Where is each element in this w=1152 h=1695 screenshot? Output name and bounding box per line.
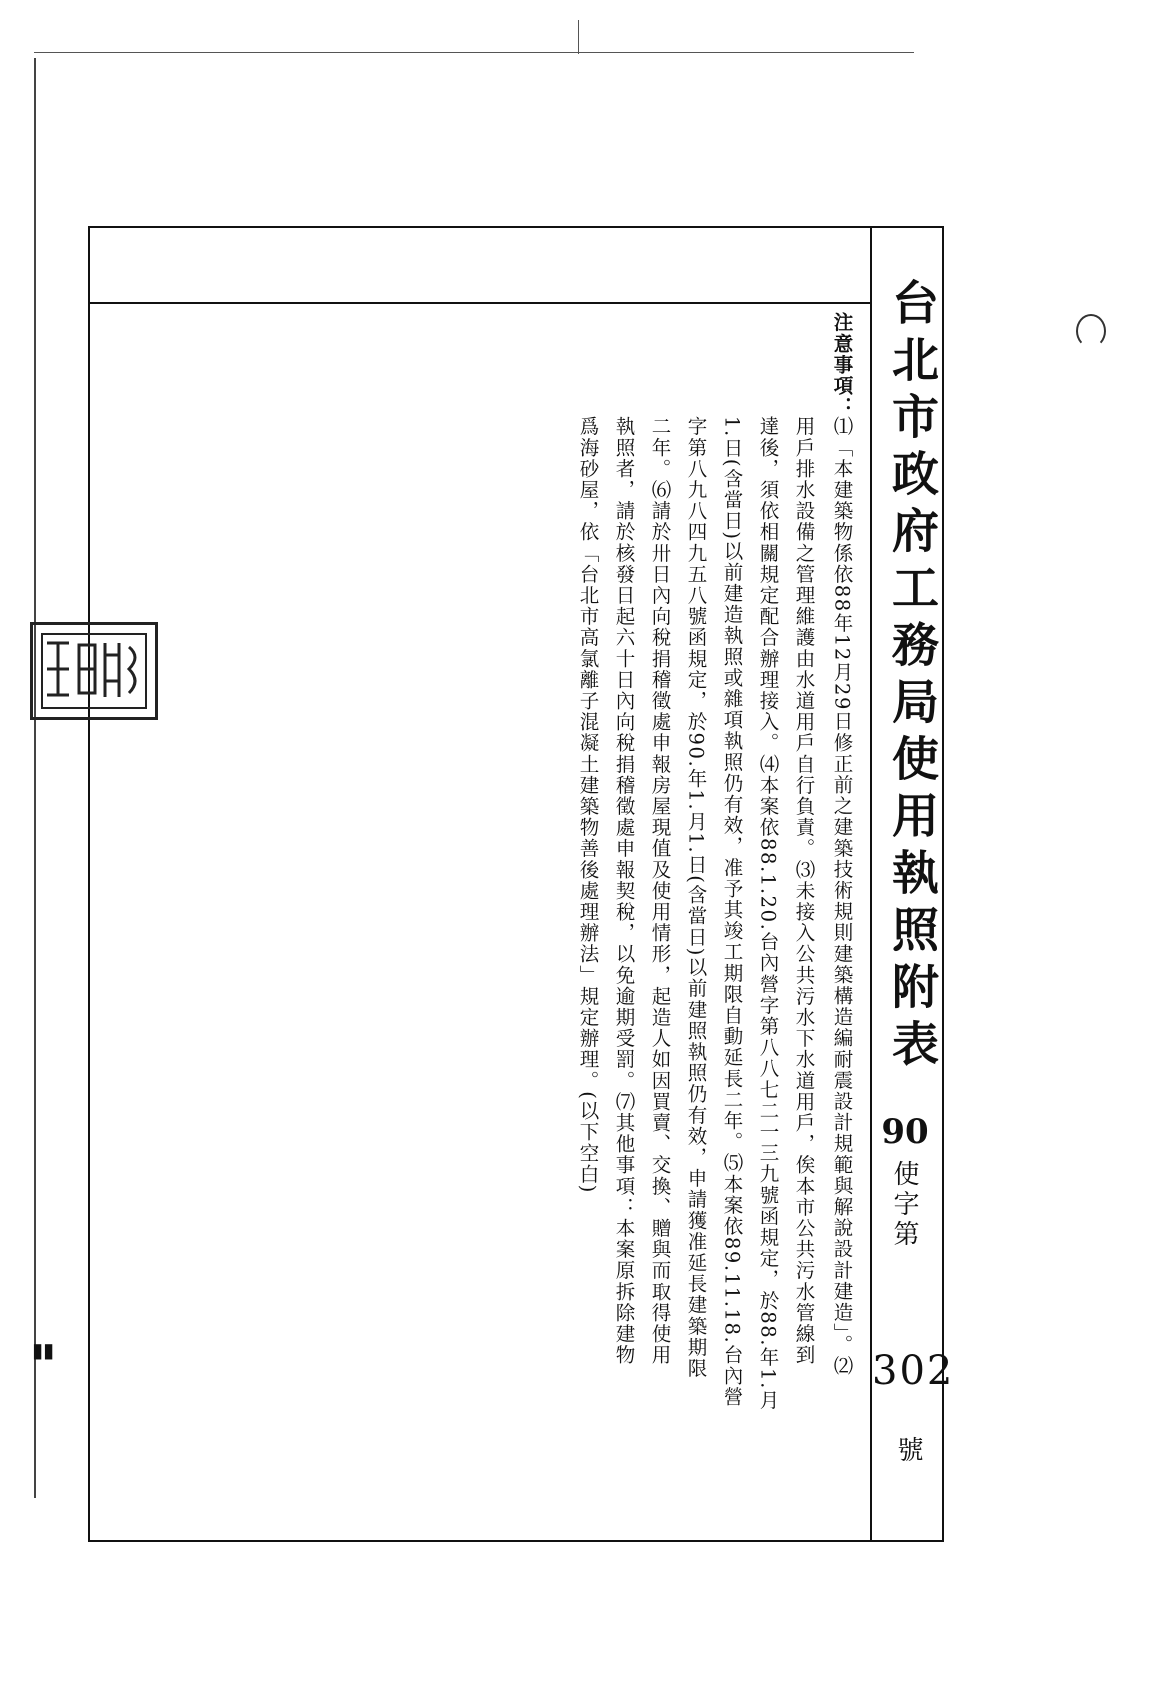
note-column-4: 1.日(含當日)以前建造執照或雜項執照仍有效，准予其竣工期限自動延長二年。⑸本案依89.11.18.台內營 [720,416,744,1408]
scan-fold-mark [578,20,579,54]
note-column-6: 二年。⑹請於卅日內向稅捐稽徵處申報房屋現值及使用情形，起造人如因買賣、交換、贈與而取得使用 [648,416,672,1366]
note-column-3: 達後，須依相關規定配合辦理接入。⑷本案依88.1.20.台內營字第八八七二一三九號函規定，於88.年1.月 [756,416,780,1412]
note-column-8: 爲海砂屋，依「台北市高氯離子混凝土建築物善後處理辦法」規定辦理。(以下空白) [576,416,600,1195]
note-column-5: 字第八九八四九五八號函規定，於90.年1.月1.日(含當日)以前建照執照仍有效，申請獲准延長建築期限 [684,416,708,1379]
header-rule [88,302,870,304]
note-column-2: 用戶排水設備之管理維護由水道用戶自行負責。⑶未接入公共污水下水道用戶，俟本市公共污水管線到 [792,416,816,1366]
license-char: 使字第 [889,1160,919,1250]
license-suffix: 號 [893,1436,923,1462]
notes-heading: 注意事項： [830,312,854,418]
license-number: 302 [872,1348,955,1394]
scan-left-edge [34,58,36,1498]
seal-glyph-marks [33,625,155,717]
punch-hole-mark [1076,314,1106,348]
note-column-1: ⑴「本建築物係依88年12月29日修正前之建築技術規則建築構造編耐震設計規範與解說設計建造」。⑵ [830,416,854,1377]
form-title: 台北市政府工務局使用執照附表 [884,278,939,1076]
license-year: 90 [881,1112,929,1152]
staple-mark: ▮▮ [32,1338,55,1362]
form-frame [88,226,944,1542]
note-column-7: 執照者，請於核發日起六十日內向稅捐稽徵處申報契稅，以免逾期受罰。⑺其他事項：本案原拆除建物 [612,416,636,1366]
title-divider [870,226,872,1542]
scan-top-edge [34,52,914,53]
official-seal-icon [30,622,158,720]
